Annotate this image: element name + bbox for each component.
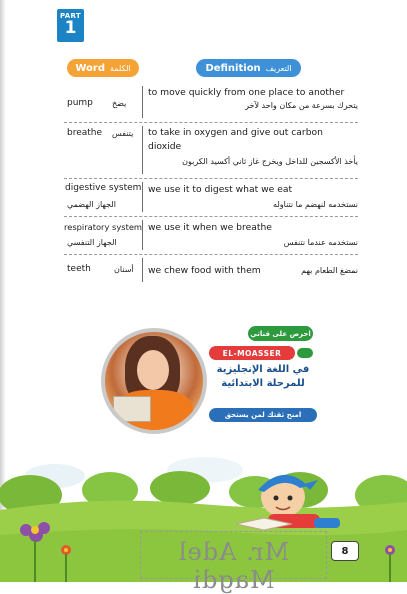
teacher-photo [101,328,207,434]
entry-word: breathe [67,128,103,138]
part-number: 1 [64,18,77,38]
vocab-row [64,84,358,122]
entry-word-arabic: يضخ [112,99,127,108]
column-divider [142,258,143,282]
part-badge [57,9,84,42]
row-separator [64,216,358,217]
entry-definition: we chew food with them [148,265,261,276]
part-label: PART [60,12,81,20]
entry-word: respiratory system [64,222,143,232]
column-divider [142,220,143,250]
brand-icon [297,348,313,358]
promo-line-1: في اللغة الإنجليزية [216,364,310,375]
page-number: 8 [331,541,359,561]
word-header [67,59,139,77]
entry-word-arabic: الجهاز الهضمي [67,200,116,209]
entry-word: teeth [67,264,91,274]
entry-word-arabic: الجهاز التنفسي [67,238,117,247]
brand-logo: EL-MOASSER [209,346,295,360]
vocab-row [64,124,358,178]
row-separator [64,254,358,255]
stamp-text: Mr. Adel Magdi [177,538,290,594]
entry-definition-arabic: نستخدمه لنهضم ما نتناوله [273,200,358,209]
promo-tagline: امنح ثقتك لمن يستحق [209,408,317,422]
word-header-arabic: الكلمة [110,63,131,73]
column-divider [142,126,143,174]
teacher-stamp [140,531,327,594]
entry-definition: we use it to digest what we eat [148,184,293,195]
entry-definition-arabic: يتحرك بسرعة من مكان واحد لآخر [245,101,358,110]
entry-definition: to move quickly from one place to another [148,87,345,98]
definition-header-label: Definition [205,62,261,74]
vocab-row [64,256,358,286]
row-separator [64,178,358,179]
row-separator [64,122,358,123]
entry-word: pump [67,98,93,108]
vocab-row [64,218,358,254]
column-divider [142,182,143,212]
entry-word-arabic: أسنان [114,265,134,274]
entry-definition: to take in oxygen and give out carbon dioxide [148,127,323,152]
word-header-label: Word [75,62,105,74]
definition-header-arabic: التعريف [265,63,292,73]
channel-promo [101,322,321,426]
column-divider [142,86,143,118]
entry-definition: we use it when we breathe [148,222,272,233]
entry-definition-arabic: نستخدمه عندما نتنفس [283,238,358,247]
promo-line-2: للمرحلة الابتدائية [221,378,305,389]
promo-banner: احرص على قناتي [248,326,313,341]
entry-word-arabic: يتنفس [112,129,134,138]
definition-header [196,59,301,77]
vocab-row [64,180,358,216]
book-stack-icon [113,396,151,422]
entry-definition-arabic: نمضغ الطعام بهم [301,266,358,275]
entry-word: digestive system [65,183,142,193]
entry-definition-arabic: يأخذ الأكسجين للداخل ويخرج غاز ثاني أكسيد الكربون [182,157,358,166]
